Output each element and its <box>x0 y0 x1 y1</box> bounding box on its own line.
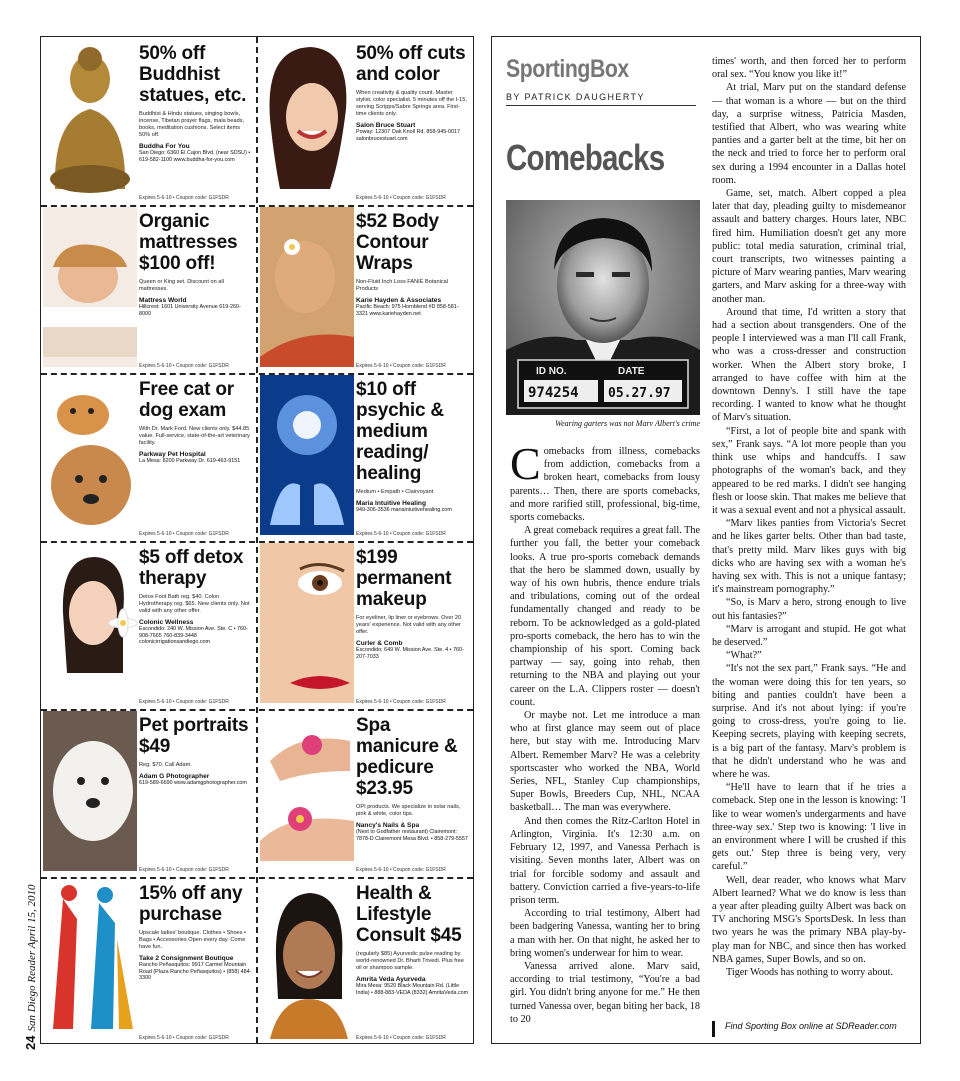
coupon-description: With Dr. Mark Ford. New clients only. $44.85 value. Full-service, state-of-the-art veterinary facility. <box>139 426 250 446</box>
spa-woman-image <box>260 207 354 367</box>
detox-woman-image <box>43 543 137 703</box>
mugshot-date-label: DATE <box>618 366 645 377</box>
article-page <box>491 36 921 1044</box>
coupon-address: Poway: 12307 Oak Knoll Rd. 858-945-0017 salonbrucestuart.com <box>356 129 460 142</box>
fashion-figures-image <box>43 879 137 1039</box>
coupon-grid <box>40 36 474 1044</box>
coupon-business: Buddha For You <box>139 143 190 150</box>
coupon-business: Amrita Veda Ayurveda <box>356 976 426 983</box>
article-paragraph: Around that time, I'd written a story that had a section about transgenders. One of the people I interviewed was a man I'll call Frank, who was a cross-dresser and construction worker. When the Albert story broke, I arranged to have coffee with him at the downtown Denny's. I still have the tape recording. I wanted to know what he thought of Marv's situation. <box>712 306 906 424</box>
coupon-card[interactable] <box>41 373 256 541</box>
coupon-expiry: Expires 5-6-10 • Coupon code: G1FSDR <box>139 195 229 201</box>
coupon-expiry: Expires 5-6-10 • Coupon code: G1FSDR <box>356 195 446 201</box>
coupon-description: When creativity & quality count. Master stylist, color specialist. 5 minutes off the I-15, serving Scripps/Sabre Springs area. First-time clients only. <box>356 90 467 117</box>
coupon-title: $199 permanent makeup <box>356 547 452 610</box>
coupon-title: Pet portraits $49 <box>139 715 249 757</box>
coupon-expiry: Expires 5-6-10 • Coupon code: G1FSDR <box>356 867 446 873</box>
footer-rule <box>712 1021 715 1037</box>
article-paragraph: Tiger Woods has nothing to worry about. <box>726 967 893 979</box>
coupon-card[interactable] <box>258 541 473 709</box>
coupon-text <box>356 883 469 1041</box>
psychic-hands-image <box>260 375 354 535</box>
buddha-statue-image <box>43 39 137 199</box>
coupon-business: Maria Intuitive Healing <box>356 500 426 507</box>
coupon-business: Salon Bruce Stuart <box>356 122 416 129</box>
mugshot-id-number: 974254 <box>528 385 579 401</box>
cat-and-dog-image <box>43 375 137 535</box>
coupon-card[interactable] <box>41 37 256 205</box>
article-paragraph: “He'll have to learn that if he tries a comeback. Step one in the lesson is knowing: 'I like to wear women's undergarments and have three-way sex.' Step two is knowing: 'I live in an environment where I will be crushed if this gets out.' Step three is being very, very careful.” <box>712 782 906 873</box>
column-brand: SportingBox <box>506 55 629 83</box>
coupon-card[interactable] <box>41 877 256 1045</box>
article-paragraph: At trial, Marv put on the standard defense — that woman is a whore — but on the third day, a surprise witness, Patricia Masden, testified that Albert, who was wearing white panties and a garter belt at the time, bit her on the neck and tried to force her to perform oral sex during a 1994 encounter in a Dallas hotel room. <box>712 82 906 186</box>
coupon-address: Escondido: 649 W. Mission Ave. Ste. 4 • 760-207-7033 <box>356 647 464 660</box>
coupon-expiry: Expires 5-6-10 • Coupon code: G1FSDR <box>139 363 229 369</box>
coupon-address: (Next to Godfather restaurant) Clairemont: 7878-D Clairemont Mesa Blvd. • 858-279-5557 <box>356 829 468 842</box>
article-paragraph: Vanessa arrived alone. Marv said, according to trial testimony, “You're a bad girl. You didn't bring anyone for me.” He then turned Vanessa over, began biting her back, 18 to 20 <box>510 960 700 1025</box>
coupon-description: Medium • Empath • Clairvoyant <box>356 489 434 495</box>
mugshot-id-label: ID NO. <box>536 366 567 377</box>
woman-hair-image <box>260 39 354 199</box>
coupon-title: $52 Body Contour Wraps <box>356 211 439 274</box>
coupon-text <box>139 211 252 369</box>
sleeping-woman-image <box>43 207 137 367</box>
article-column-1 <box>510 438 700 1026</box>
coupon-address: Escondido: 240 W. Mission Ave. Ste. C • 760-908-7665 760-839-3448 colonicirrigationsandiego.com <box>139 626 248 646</box>
coupon-expiry: Expires 5-6-10 • Coupon code: G1FSDR <box>139 699 229 705</box>
coupon-text <box>356 211 469 369</box>
coupon-title: 15% off any purchase <box>139 883 243 925</box>
coupon-expiry: Expires 5-6-10 • Coupon code: G1FSDR <box>356 531 446 537</box>
coupon-card[interactable] <box>41 205 256 373</box>
coupon-text <box>356 547 469 705</box>
coupon-description: Detox Foot Bath reg. $40. Colon Hydrotherapy reg. $65. New clients only. Not valid with any other offer. <box>139 594 250 614</box>
headline: Comebacks <box>506 137 665 178</box>
coupon-card[interactable] <box>41 541 256 709</box>
coupon-address: Hillcrest: 1601 University Avenue 619-260-8000 <box>139 304 241 317</box>
mugshot-photo <box>506 200 700 415</box>
coupon-title: Organic mattresses $100 off! <box>139 211 238 274</box>
coupon-address: Rancho Peñasquitos: 9917 Carmel Mountain Road (Plaza Rancho Peñasquitos) • (858) 484-3300 <box>139 962 252 982</box>
article-paragraph: And then comes the Ritz-Carlton Hotel in Arlington, Virginia. It's 12:30 a.m. on February 12, 1997, and Vanessa Perhach is visiting. Seven months later, Albert was on trial for forcible sodomy and assault and battery. Conviction carried a five-years-to-life prison term. <box>510 815 700 906</box>
coupon-description: Queen or King set. Discount on all mattresses. <box>139 279 224 292</box>
coupon-expiry: Expires 5-6-10 • Coupon code: G1FSDR <box>139 867 229 873</box>
coupon-description: Upscale ladies' boutique. Clothes • Shoes • Bags • Accessories Open every day. Come have fun. <box>139 930 246 950</box>
coupon-text <box>139 883 252 1041</box>
coupon-business: Karie Hayden & Associates <box>356 297 442 304</box>
coupon-text <box>356 379 469 537</box>
article-paragraph: “Marv likes panties from Victoria's Secret and he likes garter belts. Other than bad taste, that's pretty mild. Marv likes guys with big dicks who are having sex with a woman he's having sex with. This is not a unique fantasy; it's mainstream pornography.” <box>712 518 906 596</box>
article-paragraph: “What?” <box>726 650 762 662</box>
folio-text: San Diego Reader April 15, 2010 <box>26 884 38 1032</box>
coupon-business: Curler & Comb <box>356 640 403 647</box>
coupon-title: 50% off Buddhist statues, etc. <box>139 43 247 106</box>
article-paragraph: “Marv is arrogant and stupid. He got what he deserved.” <box>712 623 906 648</box>
coupon-business: Colonic Wellness <box>139 619 194 626</box>
coupon-description: For eyeliner, lip liner or eyebrows. Over 20 years' experience. Not valid with any other offer. <box>356 615 462 635</box>
coupon-business: Parkway Pet Hospital <box>139 451 206 458</box>
coupon-expiry: Expires 5-6-10 • Coupon code: G1FSDR <box>356 1035 446 1041</box>
coupon-title: Health & Lifestyle Consult $45 <box>356 883 462 946</box>
white-dog-image <box>43 711 137 871</box>
coupon-address: 949-306-3536 mariaintuitivehealing.com <box>356 507 452 513</box>
makeup-face-image <box>260 543 354 703</box>
coupon-address: 619-589-6690 www.adamgphotographer.com <box>139 780 247 786</box>
coupon-title: $10 off psychic & medium reading/ healing <box>356 379 444 484</box>
coupon-description: OPI products. We specialize in solar nails, pink & white, color tips. <box>356 804 461 817</box>
coupon-card[interactable] <box>258 877 473 1045</box>
coupon-business: Adam G Photographer <box>139 773 210 780</box>
coupon-business: Nancy's Nails & Spa <box>356 822 420 829</box>
article-paragraph: Game, set, match. Albert copped a plea later that day, pleading guilty to misdemeanor assault and battery charges. Hours later, NBC fired him. Humiliation doesn't get any more public: total media saturation, criminal trial, court transcripts, two witnesses painting a picture of Marv wearing panties, Marv wearing garters, and Marv asking for a three-way with another man. <box>712 188 906 305</box>
mugshot-date: 05.27.97 <box>608 386 671 401</box>
coupon-title: 50% off cuts and color <box>356 43 466 85</box>
article-paragraph: A great comeback requires a great fall. The further you fall, the better your comeback looks. A true pro-sports comeback demands that the hero be slammed down, usually by way of his own hubris, thence endure trials and tribulations, coming out of the ordeal fundamentally changed and ready to be reborn. To be acknowledged as a gold-plated pro-sports comeback, the hero has to win the championship of his sport. Coming back partway — say, going into rehab, then returning to the NBA and playing out your career on the L.A. Clippers roster — doesn't count. <box>510 525 700 708</box>
coupon-expiry: Expires 5-6-10 • Coupon code: G1FSDR <box>139 1035 229 1041</box>
coupon-address: San Diego: 6360 El Cajon Blvd. (near SDSU) • 619-582-1100 www.buddha-for-you.com <box>139 150 251 163</box>
article-paragraph: “So, is Marv a hero, strong enough to live out his fantasies?” <box>712 597 906 622</box>
byline: BY PATRICK DAUGHERTY <box>506 92 645 102</box>
coupon-address: La Mesa: 8200 Parkway Dr. 619-463-9151 <box>139 458 241 464</box>
coupon-title: Spa manicure & pedicure $23.95 <box>356 715 458 799</box>
coupon-card[interactable] <box>258 373 473 541</box>
article-paragraph: “It's not the sex part,” Frank says. “He and the woman were doing this for ten years, so biting and panties couldn't have been a surprise. And it's not about lying: if you're going to cross-dress, you're going to lie. Keeping secrets, playing with keeping secrets, is a big part of the fantasy. Marv's problem is that he didn't understand who he was and where he was. <box>712 663 906 780</box>
smiling-woman-image <box>260 879 354 1039</box>
coupon-business: Mattress World <box>139 297 187 304</box>
coupon-text <box>356 43 469 201</box>
coupon-description: Reg. $70. Call Adam. <box>139 762 192 768</box>
article-paragraph: Or maybe not. Let me introduce a man who at first glance may seem out of place here, but stay with me. Introducing Marv Albert. Remember Marv? He was a celebrity sportscaster who worked the NBA, World Series, NFL, Stanley Cup championships, Super Bowls, Breeders Cup, NHL, NCAA basketball… The man was everywhere. <box>510 710 700 814</box>
article-column-2 <box>712 55 906 979</box>
coupon-description: (regularly $85) Ayurvedic pulse reading by world-renowned Dr. Bharti Trivedi. Plus free oil or shampoo sample. <box>356 951 464 971</box>
coupon-card[interactable] <box>258 37 473 205</box>
coupon-address: Mira Mesa: 9520 Black Mountain Rd. (Little India) • 888-883-VEDA (8332) AmritaVeda.com <box>356 983 469 996</box>
coupon-description: Non-Fluid Inch Loss FANIÉ Botanical Products <box>356 279 449 292</box>
coupon-expiry: Expires 5-6-10 • Coupon code: G1FSDR <box>356 363 446 369</box>
coupon-card[interactable] <box>41 709 256 877</box>
coupon-card[interactable] <box>258 205 473 373</box>
coupon-address: Pacific Beach: 975 Hornblend #D 858-581-3321 www.kariehayden.net <box>356 304 459 317</box>
article-paragraph: Well, dear reader, who knows what Marv Albert learned? What we do know is less than a year after pleading guilty Albert was back on TV anchoring MSG's SportsDesk. In less than two years he was the primary NBA play-by-play man for NBC, and since then has worked NBA games, Super Bowls, and so on. <box>712 874 906 965</box>
coupon-business: Take 2 Consignment Boutique <box>139 955 234 962</box>
article-paragraph: “First, a lot of people bite and spank with sex,” Frank says. “A lot more people than you think use whips and handcuffs. I saw photographs of the woman's back, and they appeared to be red marks. I didn't see hanging flesh or loose skin. That makes me believe that it was a sexual event and not a physical assault. <box>712 425 906 516</box>
byline-rule <box>506 105 696 106</box>
article-paragraph: Comebacks from illness, comebacks from addiction, comebacks from a broken heart, comebacks from lousy parents… Then, there are sports comebacks, and more rarified still, professional, big-time, sports comebacks. <box>510 438 700 524</box>
coupon-expiry: Expires 5-6-10 • Coupon code: G1FSDR <box>356 699 446 705</box>
coupon-text <box>139 379 252 537</box>
coupon-description: Buddhist & Hindu statues, singing bowls, incense, Tibetan prayer flags, mala beads, books, meditation cushions. Select items 50% off. <box>139 111 245 138</box>
coupon-text <box>139 547 252 705</box>
coupon-text <box>139 43 252 201</box>
coupon-text <box>356 715 469 873</box>
page-number: 24 <box>23 1035 38 1050</box>
article-paragraph: times' worth, and then forced her to perform oral sex. “You know you like it!” <box>712 56 906 81</box>
article-paragraph: According to trial testimony, Albert had been badgering Vanessa, wanting her to bring a man with her. On that night, he asked her to bring women's underwear for him to wear. <box>510 908 700 959</box>
photo-caption: Wearing garters was not Marv Albert's crime <box>555 419 700 428</box>
coupon-card[interactable] <box>258 709 473 877</box>
manicure-pedicure-image <box>260 711 354 871</box>
coupon-text <box>139 715 252 873</box>
coupon-title: $5 off detox therapy <box>139 547 244 589</box>
coupon-title: Free cat or dog exam <box>139 379 234 421</box>
footer-link-text[interactable]: Find Sporting Box online at SDReader.com <box>725 1021 897 1031</box>
coupon-expiry: Expires 5-6-10 • Coupon code: G1FSDR <box>139 531 229 537</box>
